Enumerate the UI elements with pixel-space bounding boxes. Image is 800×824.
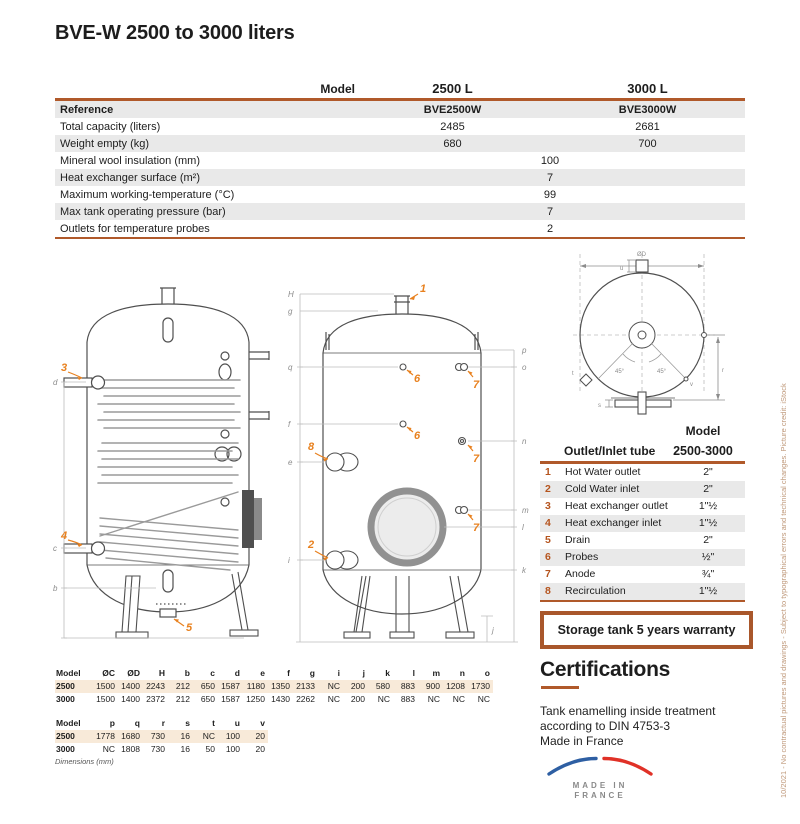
certifications-text	[540, 704, 715, 749]
dim-value-cell: 20	[255, 744, 265, 754]
spec-row-values	[355, 118, 745, 135]
angle-label-right: 45°	[657, 369, 667, 375]
table-row	[55, 203, 745, 220]
callout-7: 7	[473, 379, 480, 391]
dim-value-cell: 2262	[296, 694, 315, 704]
dim-header-cell: n	[459, 668, 465, 678]
dim-value-cell: 900	[425, 681, 440, 691]
callout-2: 2	[308, 539, 315, 551]
outlet-row-label: Hot Water outlet	[565, 466, 641, 478]
outlet-row-label: Recirculation	[565, 585, 626, 597]
warranty-label: Storage tank 5 years warranty	[557, 623, 736, 637]
dim-value-cell: 730	[150, 731, 165, 741]
dim-label-g: g	[288, 307, 293, 316]
dimensions-note: Dimensions (mm)	[55, 757, 114, 766]
dim-header-cell: u	[234, 718, 240, 728]
dimension-table-2	[55, 717, 268, 756]
dim-value-cell: 2500	[56, 731, 75, 741]
top-stub	[636, 260, 648, 272]
spec-row-values	[355, 169, 745, 186]
dim-value-cell: NC	[102, 744, 115, 754]
spec-value-3000: 2681	[635, 120, 660, 133]
coil-lower	[100, 492, 238, 570]
table-row	[55, 169, 745, 186]
dim-label-e: e	[288, 458, 293, 467]
table-row	[540, 498, 745, 515]
dim-header-cell: b	[184, 668, 190, 678]
table-row	[540, 464, 745, 481]
angle-label-left: 45°	[615, 369, 625, 375]
dim-value-cell: 20	[255, 731, 265, 741]
left-tank-drawing	[52, 278, 287, 663]
spec-value-merged: 7	[546, 205, 554, 218]
outlet-row-label: Cold Water inlet	[565, 483, 640, 495]
outlet-row-number: 3	[545, 500, 551, 512]
certifications-title: Certifications	[540, 658, 670, 681]
dim-value-cell: 2133	[296, 681, 315, 691]
t-stub	[580, 374, 592, 386]
made-in-france-logo	[545, 754, 655, 801]
spec-row-values	[355, 101, 745, 118]
outlet-row-number: 5	[545, 534, 551, 546]
spec-row-label: Mineral wool insulation (mm)	[60, 154, 200, 167]
dim-header-cell: s	[185, 718, 190, 728]
dim-value-cell: 200	[350, 681, 365, 691]
side-legal-note: 10/2021 - No contractual pictures and drawings - Subject to typographical errors and technical changes. Picture credit: iStock	[779, 383, 788, 798]
dim-value-cell: 200	[350, 694, 365, 704]
dim-value-cell: NC	[377, 694, 390, 704]
dim-label-q: q	[288, 363, 293, 372]
dim-value-cell: 730	[150, 744, 165, 754]
heat-exchanger-flange	[242, 490, 262, 548]
dim-value-cell: 1587	[221, 694, 240, 704]
r-dimension	[673, 335, 725, 400]
outlet-row-size: 1"½	[698, 500, 718, 512]
outlet-model-value: 2500-3000	[673, 444, 733, 458]
dim-value-cell: 650	[200, 681, 215, 691]
table-row	[540, 549, 745, 566]
outlet-row-label: Drain	[565, 534, 591, 546]
dim-label-v: v	[690, 382, 693, 388]
dim-value-cell: NC	[477, 694, 490, 704]
spec-row-values	[355, 152, 745, 169]
dim-label-j: j	[492, 626, 494, 635]
dim1-row-2500	[55, 680, 493, 693]
dim-value-cell: 100	[225, 731, 240, 741]
france-flag-arc-icon	[545, 754, 655, 776]
spec-row-label: Outlets for temperature probes	[60, 222, 210, 235]
dim-label-d: d	[53, 378, 58, 387]
outlet-name-header: Outlet/Inlet tube	[564, 444, 656, 458]
dim-value-cell: 580	[375, 681, 390, 691]
table-row	[55, 135, 745, 152]
spec-value-3000: 700	[638, 137, 657, 150]
dim-value-cell: 1400	[121, 694, 140, 704]
dim-header-cell: l	[412, 668, 415, 678]
spec-row-label: Maximum working-temperature (°C)	[60, 188, 235, 201]
outlet-row-number: 1	[545, 466, 551, 478]
dim-header-cell: v	[260, 718, 265, 728]
outlet-row-number: 6	[545, 551, 551, 563]
dim-value-cell: 2372	[146, 694, 165, 704]
outlet-row-label: Probes	[565, 551, 599, 563]
spec-value-2500: 2485	[440, 120, 465, 133]
manhole	[371, 491, 443, 563]
page-title: BVE-W 2500 to 3000 liters	[55, 22, 295, 44]
dim2-header-row	[55, 717, 268, 730]
dim-value-cell: 1208	[446, 681, 465, 691]
dim-value-cell: NC	[327, 681, 340, 691]
dim-value-cell: NC	[327, 694, 340, 704]
v-stub	[684, 377, 688, 381]
dim-header-cell: Model	[56, 668, 81, 678]
dim-header-cell: t	[212, 718, 215, 728]
dim-header-cell: o	[484, 668, 490, 678]
dim-header-cell: Model	[56, 718, 81, 728]
cert-line: Made in France	[540, 734, 624, 748]
dim-header-cell: f	[287, 668, 290, 678]
dim-label-b: b	[53, 584, 58, 593]
spec-value-merged: 99	[543, 188, 557, 201]
dim-header-cell: m	[432, 668, 440, 678]
table-row	[540, 566, 745, 583]
accent-rule-bottom	[55, 237, 745, 239]
dim-label-i: i	[288, 556, 290, 565]
outlet-header-row	[540, 440, 745, 458]
dim-header-cell: H	[158, 668, 165, 678]
dim-header-cell: j	[362, 668, 365, 678]
spec-header-model: Model	[320, 82, 355, 96]
base-flange	[611, 392, 675, 414]
outlet-row-number: 4	[545, 517, 551, 529]
spec-value-2500: BVE2500W	[423, 103, 482, 116]
dim-value-cell: NC	[202, 731, 215, 741]
logo-text-made-in: MADE IN	[572, 781, 628, 790]
dim-value-cell: 212	[175, 681, 190, 691]
dim-value-cell: NC	[452, 694, 465, 704]
dim-label-u: u	[620, 266, 624, 272]
callout-7c: 7	[473, 522, 480, 534]
spec-row-label: Weight empty (kg)	[60, 137, 150, 150]
cert-line: Tank enamelling inside treatment	[540, 704, 716, 718]
outlet-row-label: Anode	[565, 568, 596, 580]
certifications-underline	[541, 686, 579, 689]
spec-table	[55, 74, 745, 239]
table-row	[540, 583, 745, 600]
dim-label-n: n	[522, 437, 527, 446]
spec-value-merged: 7	[546, 171, 554, 184]
dim-value-cell: 16	[180, 744, 190, 754]
table-row	[55, 220, 745, 237]
outlet-rows	[540, 464, 745, 600]
dim-label-t: t	[572, 371, 574, 377]
outlet-row-size: ¾"	[701, 568, 715, 580]
table-row	[55, 186, 745, 203]
callout-1: 1	[420, 283, 427, 295]
middle-tank-drawing	[282, 278, 532, 663]
spec-row-values	[355, 203, 745, 220]
dim-value-cell: 1808	[121, 744, 140, 754]
dim-value-cell: 1730	[471, 681, 490, 691]
spec-row-label: Total capacity (liters)	[60, 120, 161, 133]
dim-value-cell: 1400	[121, 681, 140, 691]
table-row	[540, 532, 745, 549]
top-view-drawing	[565, 242, 800, 422]
dim-label-diaD: ØD	[637, 252, 646, 258]
dim-value-cell: 212	[175, 694, 190, 704]
dim-value-cell: 1500	[96, 681, 115, 691]
callout-6: 6	[414, 373, 421, 385]
outlet-row-label: Heat exchanger inlet	[565, 517, 662, 529]
dim-value-cell: 1778	[96, 731, 115, 741]
dim-label-c: c	[53, 544, 57, 553]
dim-header-cell: g	[309, 668, 315, 678]
callout-5: 5	[186, 622, 193, 634]
callout-7b: 7	[473, 453, 480, 465]
outlet-rule-bottom	[540, 600, 745, 603]
outlet-row-label: Heat exchanger outlet	[565, 500, 668, 512]
callout-4: 4	[61, 530, 68, 542]
dim-label-o: o	[522, 363, 527, 372]
dim-value-cell: NC	[427, 694, 440, 704]
dim-value-cell: 1350	[271, 681, 290, 691]
spec-value-merged: 100	[540, 154, 560, 167]
spec-value-3000: BVE3000W	[618, 103, 677, 116]
dim1-header-row	[55, 667, 493, 680]
tank-outline	[87, 288, 269, 612]
dim1-row-3000	[55, 693, 493, 706]
outlet-row-size: 1"½	[698, 585, 718, 597]
dim-header-cell: p	[109, 718, 115, 728]
dim-value-cell: 650	[200, 694, 215, 704]
outlet-model-label: Model	[685, 424, 721, 438]
dim-header-cell: i	[337, 668, 340, 678]
dim-label-f: f	[288, 420, 291, 429]
dim-label-r: r	[722, 368, 724, 374]
outlet-row-size: 2"	[703, 534, 713, 546]
dim-label-m: m	[522, 506, 529, 515]
outlet-row-size: 1"½	[698, 517, 718, 529]
s-dimension	[605, 400, 613, 407]
callout-3: 3	[61, 362, 68, 374]
dim-value-cell: 1500	[96, 694, 115, 704]
spec-table-rows	[55, 101, 745, 237]
outlet-row-size: ½"	[701, 551, 715, 563]
coil-upper	[98, 380, 240, 428]
dim-value-cell: 883	[400, 694, 415, 704]
dim-header-cell: d	[234, 668, 240, 678]
dim-value-cell: 1587	[221, 681, 240, 691]
dim-value-cell: 3000	[56, 694, 75, 704]
dim-header-cell: c	[210, 668, 215, 678]
table-row	[540, 481, 745, 498]
dim-header-cell: q	[134, 718, 140, 728]
spec-row-label: Heat exchanger surface (m²)	[60, 171, 200, 184]
table-row	[55, 152, 745, 169]
warranty-box	[540, 611, 753, 649]
table-row	[55, 118, 745, 135]
spec-row-label: Reference	[60, 103, 114, 116]
table-row	[55, 101, 745, 118]
outlet-row-number: 8	[545, 585, 551, 597]
callout-6b: 6	[414, 430, 421, 442]
outlet-row-number: 7	[545, 568, 551, 580]
dim-header-cell: e	[260, 668, 265, 678]
spec-row-values	[355, 220, 745, 237]
spec-row-values	[355, 186, 745, 203]
outlet-row-size: 2"	[703, 483, 713, 495]
dim-header-cell: r	[161, 718, 165, 728]
dim-header-cell: ØC	[102, 668, 115, 678]
dim-header-cell: k	[385, 668, 390, 678]
dim2-row-3000	[55, 743, 268, 756]
dim-label-p: p	[522, 346, 527, 355]
dim-value-cell: 1250	[246, 694, 265, 704]
dim-value-cell: 2500	[56, 681, 75, 691]
outlet-row-size: 2"	[703, 466, 713, 478]
dim-value-cell: 100	[225, 744, 240, 754]
dim-value-cell: 1180	[246, 681, 265, 691]
callout-8: 8	[308, 441, 315, 453]
dim2-row-2500	[55, 730, 268, 743]
dim-value-cell: 3000	[56, 744, 75, 754]
dim-header-cell: ØD	[127, 668, 140, 678]
dim-value-cell: 16	[180, 731, 190, 741]
spec-header-3000: 3000 L	[627, 81, 668, 96]
dim-label-k: k	[522, 566, 526, 575]
dim-value-cell: 1680	[121, 731, 140, 741]
outlet-inlet-table	[540, 424, 745, 602]
dim-value-cell: 50	[205, 744, 215, 754]
cert-line: according to DIN 4753-3	[540, 719, 671, 733]
dim-value-cell: 2243	[146, 681, 165, 691]
dim-label-s: s	[598, 403, 601, 409]
tank-legs	[344, 576, 474, 638]
table-row	[540, 515, 745, 532]
spec-value-merged: 2	[546, 222, 554, 235]
dim-value-cell: 1430	[271, 694, 290, 704]
spec-row-label: Max tank operating pressure (bar)	[60, 205, 226, 218]
dim-value-cell: 883	[400, 681, 415, 691]
spec-header-2500: 2500 L	[432, 81, 473, 96]
outlet-row-number: 2	[545, 483, 551, 495]
spec-row-values	[355, 135, 745, 152]
spec-value-2500: 680	[443, 137, 462, 150]
dim-label-l: l	[522, 523, 524, 532]
dim-label-H: H	[288, 290, 294, 299]
logo-text-france: FRANCE	[574, 791, 626, 800]
outlet-header-model	[540, 424, 745, 440]
dimension-table-1	[55, 667, 493, 706]
spec-table-header	[55, 74, 745, 98]
